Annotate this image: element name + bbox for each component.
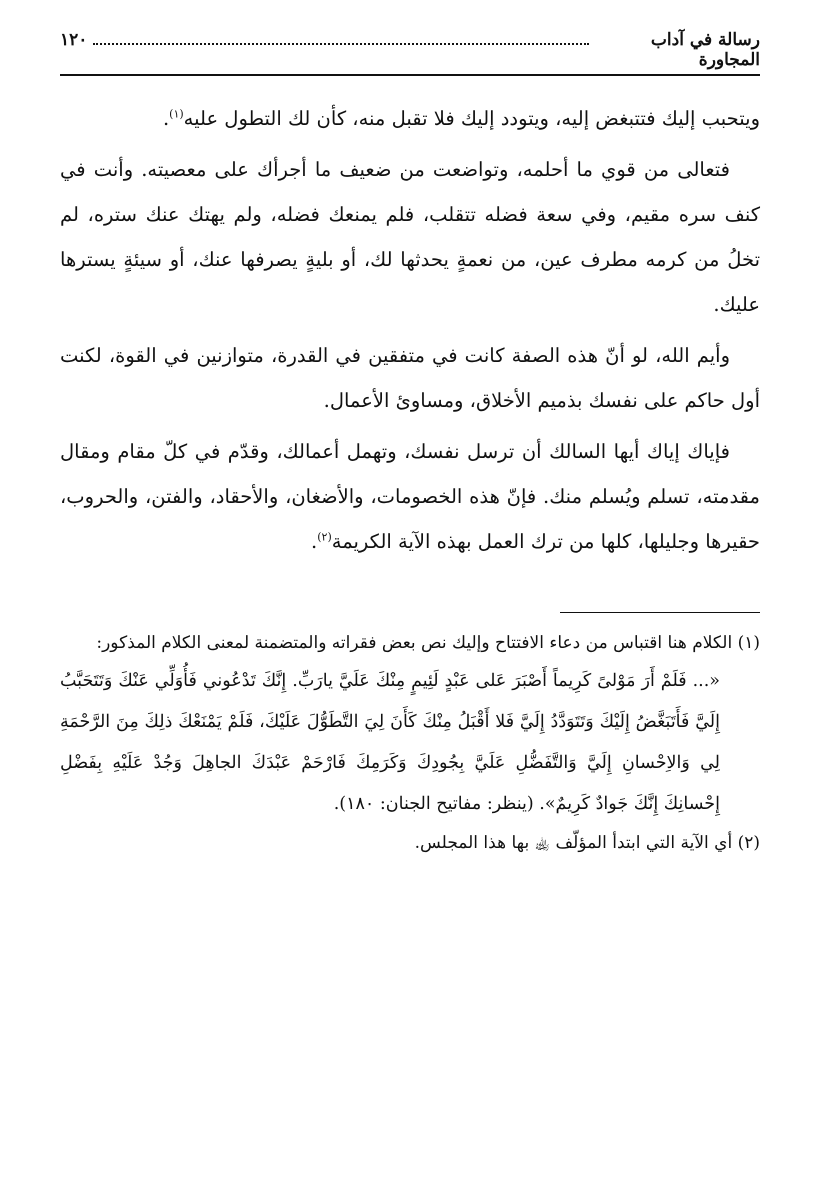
footnotes [60,625,760,861]
footnote-2: (٢) أي الآية التي ابتدأ المؤلّف ﵀ بها هذا المجلس. [414,833,760,853]
footnote-ref-2: (٢) [317,530,332,544]
paragraph-2: فتعالى من قوي ما أحلمه، وتواضعت من ضعيف ما أجرأك على معصيته. وأنت في كنف سره مقيم، وفي سعة فضله تتقلب، فلم يمنعك فضله، ولم يهتك عنك ستره، لم تخلُ من كرمه مطرف عين، من نعمةٍ يحدثها لك، أو بليةٍ يصرفها عنك، أو سيئةٍ يسترها عليك. [60,158,760,316]
paragraph-1-end: . [162,107,170,130]
running-title: رسالة في آداب المجاورة [650,30,760,70]
main-text [60,96,760,564]
footnote-1-quote: «... فَلَمْ أَرَ مَوْلىً كَرِيماً أَصْبَرَ عَلى عَبْدٍ لَئِيمٍ مِنْكَ عَلَيَّ يارَبِّ. إِنَّكَ تَدْعُوني فَأُوَلِّي عَنْكَ وَتَتَحَبَّبُ إِلَيَّ فَأَتَبَغَّضُ إِلَيْكَ وَتَتَوَدَّدُ إِلَيَّ فَلا أَقْبَلُ مِنْكَ كَأَنَ لِيَ التَّطَوُّلَ عَلَيْكَ، فَلَمْ يَمْنَعْكَ ذلِكَ مِنَ الرَّحْمَةِ لِي وَالاِحْسانِ إِلَيَّ وَالتَّفَضُّلِ عَلَيَّ بِجُودِكَ وَكَرَمِكَ فَارْحَمْ عَبْدَكَ الجاهِلَ وَجُدْ عَلَيْهِ بِفَضْلِ إِحْسانِكَ إِنَّكَ جَوادٌ كَرِيمٌ». (ينظر: مفاتيح الجنان: ١٨٠). [60,671,720,814]
paragraph-1-text: ويتحبب إليك فتتبغض إليه، ويتودد إليك فلا تقبل منه، كأن لك التطول عليه [183,107,760,130]
header-dots [93,33,588,45]
paragraph-4 [60,429,760,564]
footnote-1-intro: (١) الكلام هنا اقتباس من دعاء الافتتاح وإليك نص بعض فقراته والمتضمنة لمعنى الكلام المذكور: [96,633,760,653]
page-header [60,30,760,76]
footnote-ref-1: (١) [169,107,184,121]
paragraph-3: وأيم الله، لو أنّ هذه الصفة كانت في متفقين في القدرة، متوازنين في القوة، لكنت أول حاكم على نفسك بذميم الأخلاق، ومساوئ الأعمال. [60,344,760,412]
document-page [60,30,760,861]
paragraph-4-end: . [311,530,318,553]
footnote-separator [560,612,760,613]
paragraph-4-text: فإياك إياك أيها السالك أن ترسل نفسك، وتهمل أعمالك، وقدّم في كلّ مقام ومقال مقدمته، تسلم ويُسلم منك. فإنّ هذه الخصومات، والأضغان، والأحقاد، والفتن، والحروب، حقيرها وجليلها، كلها من ترك العمل بهذه الآية الكريمة [60,440,760,553]
paragraph-1 [60,96,760,141]
page-number: ١٢٠ [59,30,88,50]
